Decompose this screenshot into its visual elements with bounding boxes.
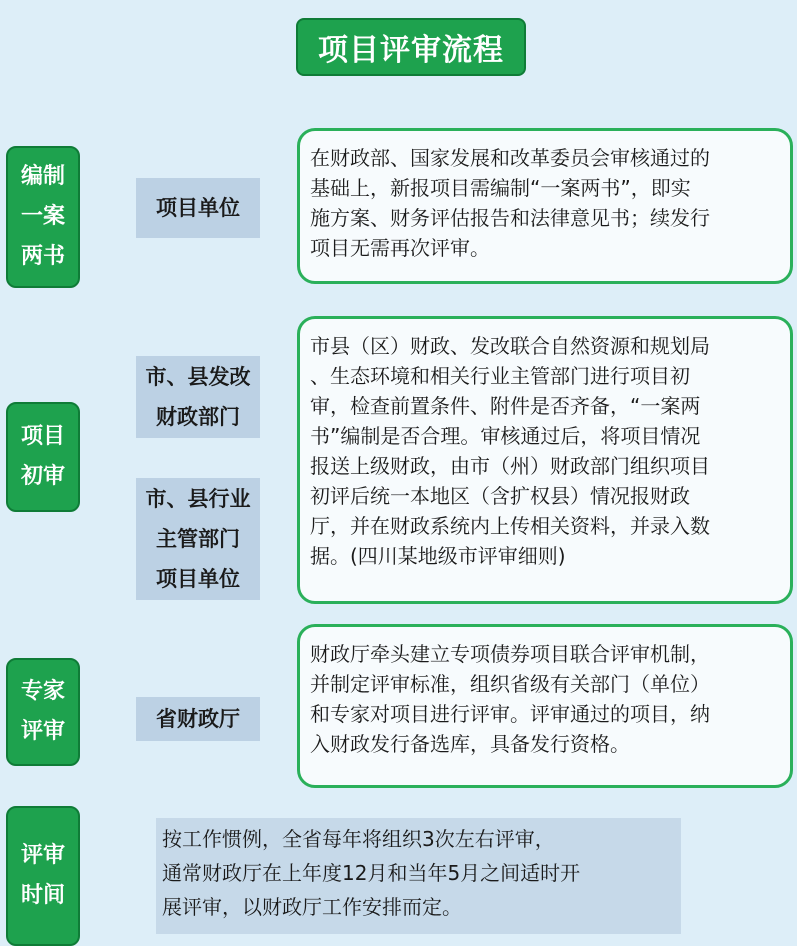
stage-initial-review xyxy=(6,402,80,512)
stage-label-line: 时间 xyxy=(20,883,65,908)
timing-note-line: 展评审，以财政厅工作安排而定。 xyxy=(162,895,462,919)
stage-label-line: 项目 xyxy=(20,424,65,449)
stage-label-line: 一案 xyxy=(20,204,65,229)
description-line: 项目无需再次评审。 xyxy=(310,236,490,260)
description-compile-plan xyxy=(297,128,793,284)
description-line: 厅，并在财政系统内上传相关资料，并录入数 xyxy=(310,514,710,538)
description-line: 并制定评审标准，组织省级有关部门（单位） xyxy=(310,672,710,696)
description-line: 书”编制是否合理。审核通过后，将项目情况 xyxy=(310,424,701,448)
stage-label-line: 评审 xyxy=(20,843,65,868)
description-expert-review xyxy=(297,624,793,788)
timing-note-line: 通常财政厅在上年度12月和当年5月之间适时开 xyxy=(162,861,581,885)
description-line: 市县（区）财政、发改联合自然资源和规划局 xyxy=(310,334,710,358)
description-line: 财政厅牵头建立专项债券项目联合评审机制， xyxy=(310,642,710,666)
stage-expert-review xyxy=(6,658,80,766)
description-line: 初评后统一本地区（含扩权县）情况报财政 xyxy=(310,484,690,508)
actor-city-county-finance xyxy=(136,356,260,438)
description-line: 基础上，新报项目需编制“一案两书”，即实 xyxy=(310,176,691,200)
description-line: 审，检查前置条件、附件是否齐备，“一案两 xyxy=(310,394,701,418)
stage-label-line: 专家 xyxy=(20,679,65,704)
actor-label-line: 主管部门 xyxy=(156,527,240,551)
description-line: 据。(四川某地级市评审细则) xyxy=(310,544,566,568)
description-line: 、生态环境和相关行业主管部门进行项目初 xyxy=(310,364,690,388)
description-line: 入财政发行备选库，具备发行资格。 xyxy=(310,732,630,756)
actor-label-line: 项目单位 xyxy=(156,567,240,591)
actor-label-line: 市、县行业 xyxy=(145,487,251,511)
stage-review-timing xyxy=(6,806,80,946)
stage-label-line: 编制 xyxy=(20,164,65,189)
stage-label-line: 初审 xyxy=(20,464,65,489)
description-line: 施方案、财务评估报告和法律意见书；续发行 xyxy=(310,206,710,230)
timing-note xyxy=(156,818,681,934)
actor-industry-departments xyxy=(136,478,260,600)
actor-label-line: 项目单位 xyxy=(156,196,240,220)
actor-label-line: 市、县发改 xyxy=(145,365,251,389)
actor-label-line: 财政部门 xyxy=(156,405,240,429)
description-line: 在财政部、国家发展和改革委员会审核通过的 xyxy=(310,146,710,170)
actor-provincial-finance xyxy=(136,697,260,741)
diagram-title: 项目评审流程 xyxy=(296,18,526,76)
description-line: 和专家对项目进行评审。评审通过的项目，纳 xyxy=(310,702,710,726)
stage-compile-plan xyxy=(6,146,80,288)
actor-project-unit xyxy=(136,178,260,238)
actor-label-line: 省财政厅 xyxy=(156,707,240,731)
stage-label-line: 评审 xyxy=(20,719,65,744)
description-line: 报送上级财政，由市（州）财政部门组织项目 xyxy=(310,454,710,478)
timing-note-line: 按工作惯例，全省每年将组织3次左右评审， xyxy=(162,827,555,851)
stage-label-line: 两书 xyxy=(20,244,65,269)
description-initial-review xyxy=(297,316,793,604)
